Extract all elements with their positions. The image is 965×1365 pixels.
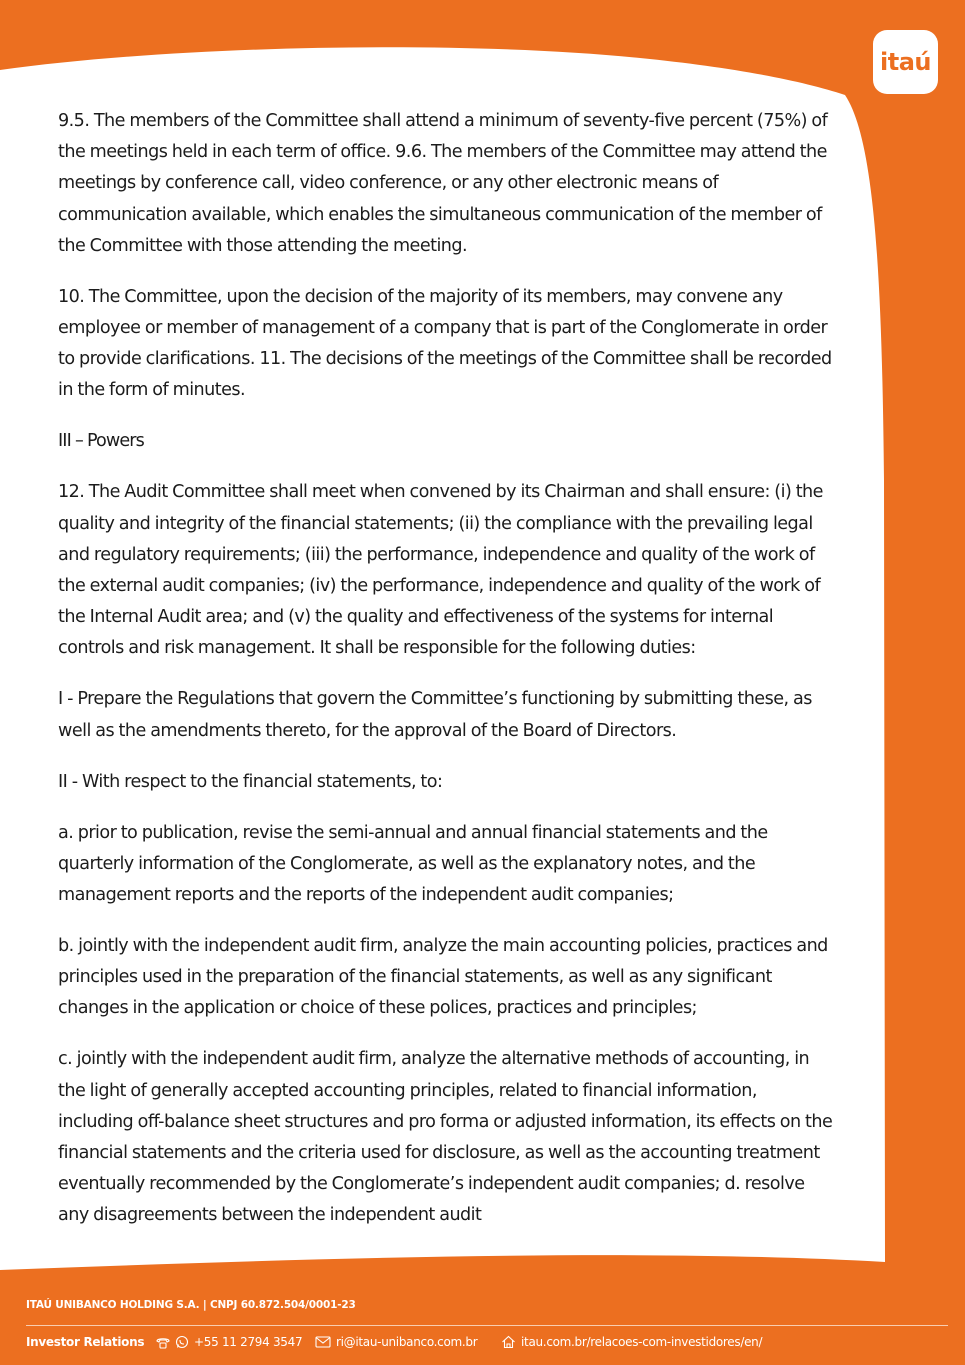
website-url: itau.com.br/relacoes-com-investidores/en/ [521, 1335, 763, 1349]
duty-ii-c: c. jointly with the independent audit firm, analyze the alternative methods of accounting, in the light of generally accepted accounting principles, related to financial information, including off-balance sheet structures and pro forma or adjusted information, its effects on the financial statements and the criteria used for disclosure, as well as the accounting treatment eventually recommended by the Conglomerate’s independent audit companies; d. resolve any disagreements between the independent audit [58, 1049, 833, 1226]
phone-contact[interactable] [156, 1335, 302, 1349]
paragraph-12: 12. The Audit Committee shall meet when convened by its Chairman and shall ensure: (i) the quality and integrity of the financial statements; (ii) the compliance with the prevailing legal and regulatory requirements; (iii) the performance, independence and quality of the work of the external audit companies; (iv) the performance, independence and quality of the work of the Internal Audit area; and (v) the quality and effectiveness of the systems for internal controls and risk management. It shall be responsible for the following duties: [58, 482, 823, 659]
footer-links [26, 1333, 948, 1353]
home-icon [501, 1335, 516, 1349]
email-contact[interactable] [315, 1335, 477, 1349]
paragraph-9-5: 9.5. The members of the Committee shall attend a minimum of seventy-five percent (75%) of the meetings held in each term of office. 9.6. The members of the Committee may attend the meetings by conference call, video conference, or any other electronic means of communication available, which enables the simultaneous communication of the member of the Committee with those attending the meeting. [58, 111, 828, 256]
website-link[interactable] [501, 1335, 762, 1349]
duty-i: I - Prepare the Regulations that govern the Committee’s functioning by submitting these, as well as the amendments thereto, for the approval of the Board of Directors. [58, 689, 812, 741]
duty-ii: II - With respect to the financial statements, to: [58, 771, 443, 792]
phone-number: +55 11 2794 3547 [194, 1335, 303, 1349]
investor-relations-link[interactable]: Investor Relations [26, 1335, 145, 1349]
whatsapp-icon [175, 1335, 189, 1349]
document-body [58, 106, 833, 1251]
footer-company-line: ITAÚ UNIBANCO HOLDING S.A. | CNPJ 60.872.504/0001-23 [26, 1299, 356, 1311]
section-heading-powers: III – Powers [58, 431, 144, 452]
duty-ii-a: a. prior to publication, revise the semi-annual and annual financial statements and the quarterly information of the Conglomerate, as well as the explanatory notes, and the management reports and the reports of the independent audit companies; [58, 822, 768, 906]
email-address: ri@itau-unibanco.com.br [336, 1335, 478, 1349]
paragraph-10: 10. The Committee, upon the decision of the majority of its members, may convene any employee or member of management of a company that is part of the Conglomerate in order to provide clarifications. 11. The decisions of the meetings of the Committee shall be recorded in the form of minutes. [58, 286, 832, 401]
footer-divider [26, 1325, 948, 1326]
phone-icon [156, 1336, 170, 1349]
itau-logo [873, 30, 938, 94]
duty-ii-b: b. jointly with the independent audit firm, analyze the main accounting policies, practices and principles used in the preparation of the financial statements, as well as any significant changes in the application or choice of these polices, practices and principles; [58, 936, 828, 1019]
logo-text: itaú [880, 48, 931, 76]
mail-icon [315, 1336, 331, 1348]
